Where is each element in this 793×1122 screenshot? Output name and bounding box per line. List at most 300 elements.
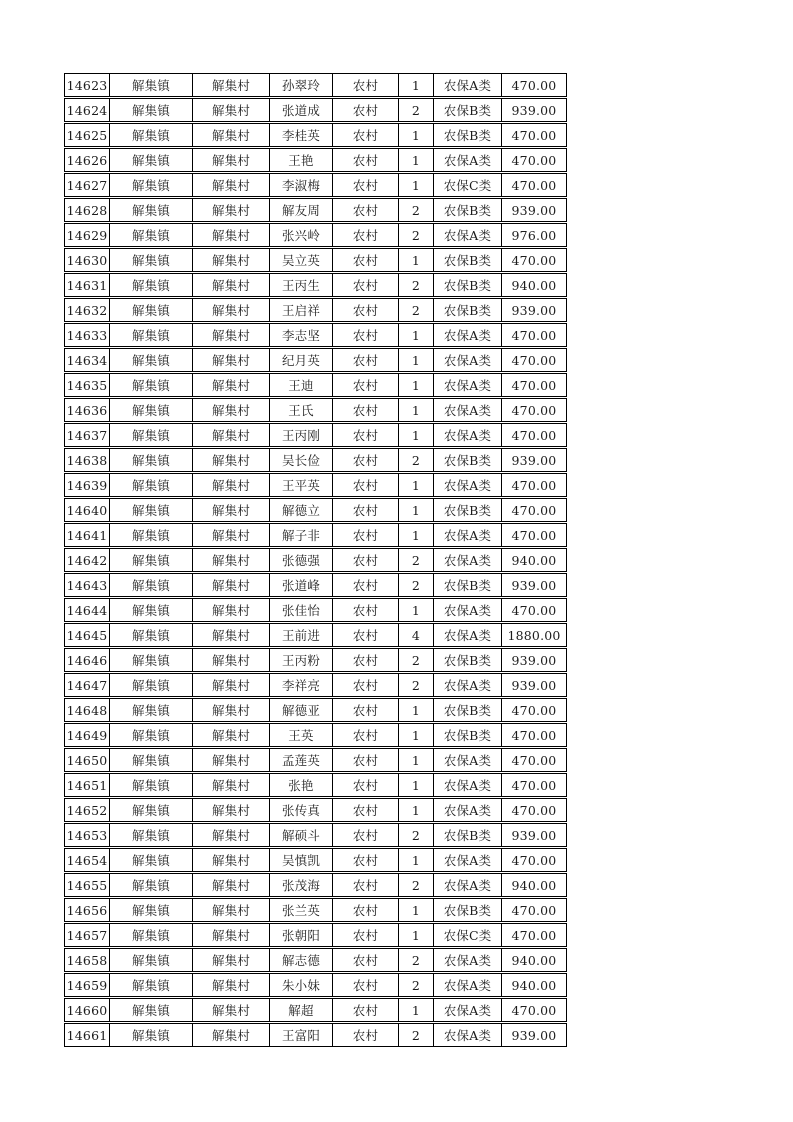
table-row	[64, 223, 567, 247]
cell-residence-type: 农村	[333, 649, 399, 671]
cell-person-count: 2	[399, 949, 434, 971]
cell-insurance-category: 农保A类	[434, 774, 502, 796]
cell-id: 14657	[65, 924, 110, 946]
cell-village: 解集村	[193, 499, 270, 521]
cell-person-count: 2	[399, 674, 434, 696]
cell-insurance-category: 农保B类	[434, 724, 502, 746]
cell-residence-type: 农村	[333, 99, 399, 121]
table-row	[64, 123, 567, 147]
cell-village: 解集村	[193, 299, 270, 321]
cell-residence-type: 农村	[333, 499, 399, 521]
cell-town: 解集镇	[110, 974, 193, 996]
cell-residence-type: 农村	[333, 299, 399, 321]
cell-amount: 939.00	[511, 452, 557, 468]
cell-village: 解集村	[193, 624, 270, 646]
table-row	[64, 773, 567, 797]
cell-name: 孟莲英	[270, 749, 333, 771]
cell-insurance-category: 农保A类	[434, 949, 502, 971]
cell-residence-type: 农村	[333, 724, 399, 746]
cell-residence-type: 农村	[333, 774, 399, 796]
cell-name: 解德亚	[270, 699, 333, 721]
cell-village: 解集村	[193, 574, 270, 596]
cell-id: 14649	[65, 724, 110, 746]
cell-amount: 939.00	[511, 302, 557, 318]
cell-person-count: 1	[399, 599, 434, 621]
cell-insurance-category: 农保B类	[434, 274, 502, 296]
cell-amount: 940.00	[511, 277, 557, 293]
cell-name: 解志德	[270, 949, 333, 971]
cell-insurance-category: 农保A类	[434, 324, 502, 346]
cell-name: 纪月英	[270, 349, 333, 371]
cell-name: 李桂英	[270, 124, 333, 146]
cell-amount: 939.00	[511, 577, 557, 593]
cell-residence-type: 农村	[333, 449, 399, 471]
cell-town: 解集镇	[110, 474, 193, 496]
cell-village: 解集村	[193, 949, 270, 971]
table-row	[64, 423, 567, 447]
cell-town: 解集镇	[110, 924, 193, 946]
cell-insurance-category: 农保A类	[434, 374, 502, 396]
cell-name: 李祥亮	[270, 674, 333, 696]
cell-residence-type: 农村	[333, 899, 399, 921]
table-row	[64, 448, 567, 472]
cell-amount: 470.00	[511, 77, 557, 93]
cell-insurance-category: 农保A类	[434, 524, 502, 546]
cell-village: 解集村	[193, 549, 270, 571]
cell-town: 解集镇	[110, 574, 193, 596]
cell-insurance-category: 农保A类	[434, 149, 502, 171]
cell-person-count: 1	[399, 324, 434, 346]
cell-town: 解集镇	[110, 674, 193, 696]
cell-id: 14637	[65, 424, 110, 446]
cell-town: 解集镇	[110, 249, 193, 271]
cell-id: 14639	[65, 474, 110, 496]
cell-residence-type: 农村	[333, 399, 399, 421]
table-row	[64, 173, 567, 197]
cell-village: 解集村	[193, 249, 270, 271]
cell-name: 王氏	[270, 399, 333, 421]
cell-town: 解集镇	[110, 374, 193, 396]
cell-insurance-category: 农保B类	[434, 649, 502, 671]
cell-name: 张道成	[270, 99, 333, 121]
cell-name: 李淑梅	[270, 174, 333, 196]
table-row	[64, 848, 567, 872]
cell-id: 14630	[65, 249, 110, 271]
cell-residence-type: 农村	[333, 224, 399, 246]
table-row	[64, 973, 567, 997]
cell-name: 张茂海	[270, 874, 333, 896]
cell-town: 解集镇	[110, 549, 193, 571]
table-row	[64, 98, 567, 122]
table-row	[64, 823, 567, 847]
cell-name: 吴长俭	[270, 449, 333, 471]
cell-residence-type: 农村	[333, 924, 399, 946]
cell-id: 14650	[65, 749, 110, 771]
cell-town: 解集镇	[110, 649, 193, 671]
cell-name: 王迪	[270, 374, 333, 396]
cell-amount: 470.00	[511, 352, 557, 368]
cell-name: 王丙刚	[270, 424, 333, 446]
cell-town: 解集镇	[110, 999, 193, 1021]
cell-person-count: 2	[399, 299, 434, 321]
cell-residence-type: 农村	[333, 624, 399, 646]
cell-residence-type: 农村	[333, 349, 399, 371]
cell-insurance-category: 农保A类	[434, 399, 502, 421]
cell-village: 解集村	[193, 724, 270, 746]
cell-amount: 470.00	[511, 252, 557, 268]
cell-village: 解集村	[193, 124, 270, 146]
cell-id: 14634	[65, 349, 110, 371]
table-row	[64, 373, 567, 397]
cell-village: 解集村	[193, 899, 270, 921]
cell-residence-type: 农村	[333, 199, 399, 221]
cell-village: 解集村	[193, 474, 270, 496]
cell-person-count: 2	[399, 224, 434, 246]
cell-town: 解集镇	[110, 699, 193, 721]
cell-town: 解集镇	[110, 324, 193, 346]
cell-person-count: 1	[399, 799, 434, 821]
cell-town: 解集镇	[110, 399, 193, 421]
cell-town: 解集镇	[110, 224, 193, 246]
cell-town: 解集镇	[110, 624, 193, 646]
table-row	[64, 798, 567, 822]
cell-residence-type: 农村	[333, 124, 399, 146]
table-row	[64, 748, 567, 772]
cell-person-count: 2	[399, 99, 434, 121]
cell-residence-type: 农村	[333, 824, 399, 846]
table-row	[64, 548, 567, 572]
cell-name: 张佳怡	[270, 599, 333, 621]
cell-id: 14644	[65, 599, 110, 621]
cell-insurance-category: 农保A类	[434, 624, 502, 646]
cell-town: 解集镇	[110, 174, 193, 196]
cell-name: 孙翠玲	[270, 74, 333, 96]
cell-village: 解集村	[193, 99, 270, 121]
cell-residence-type: 农村	[333, 524, 399, 546]
cell-person-count: 1	[399, 149, 434, 171]
cell-amount: 470.00	[511, 752, 557, 768]
cell-id: 14660	[65, 999, 110, 1021]
cell-amount: 940.00	[511, 977, 557, 993]
cell-amount: 470.00	[511, 427, 557, 443]
cell-amount: 470.00	[511, 502, 557, 518]
cell-town: 解集镇	[110, 299, 193, 321]
cell-name: 王富阳	[270, 1024, 333, 1046]
cell-id: 14629	[65, 224, 110, 246]
cell-town: 解集镇	[110, 349, 193, 371]
cell-insurance-category: 农保A类	[434, 424, 502, 446]
table-row	[64, 698, 567, 722]
table-row	[64, 998, 567, 1022]
cell-town: 解集镇	[110, 199, 193, 221]
cell-id: 14638	[65, 449, 110, 471]
cell-village: 解集村	[193, 199, 270, 221]
cell-insurance-category: 农保A类	[434, 974, 502, 996]
cell-name: 王启祥	[270, 299, 333, 321]
cell-name: 张兰英	[270, 899, 333, 921]
cell-amount: 940.00	[511, 877, 557, 893]
cell-village: 解集村	[193, 524, 270, 546]
cell-town: 解集镇	[110, 1024, 193, 1046]
cell-residence-type: 农村	[333, 549, 399, 571]
cell-town: 解集镇	[110, 749, 193, 771]
cell-village: 解集村	[193, 799, 270, 821]
table-row	[64, 148, 567, 172]
cell-town: 解集镇	[110, 724, 193, 746]
cell-insurance-category: 农保B类	[434, 199, 502, 221]
cell-person-count: 1	[399, 899, 434, 921]
table-row	[64, 73, 567, 97]
cell-id: 14654	[65, 849, 110, 871]
cell-id: 14642	[65, 549, 110, 571]
cell-residence-type: 农村	[333, 474, 399, 496]
cell-insurance-category: 农保B类	[434, 499, 502, 521]
cell-amount: 470.00	[511, 152, 557, 168]
cell-residence-type: 农村	[333, 174, 399, 196]
cell-residence-type: 农村	[333, 74, 399, 96]
cell-person-count: 2	[399, 274, 434, 296]
cell-name: 李志坚	[270, 324, 333, 346]
cell-id: 14636	[65, 399, 110, 421]
cell-village: 解集村	[193, 449, 270, 471]
cell-name: 张德强	[270, 549, 333, 571]
cell-residence-type: 农村	[333, 974, 399, 996]
cell-amount: 939.00	[511, 652, 557, 668]
cell-insurance-category: 农保A类	[434, 849, 502, 871]
table-row	[64, 473, 567, 497]
cell-village: 解集村	[193, 749, 270, 771]
cell-id: 14658	[65, 949, 110, 971]
cell-person-count: 4	[399, 624, 434, 646]
cell-insurance-category: 农保B类	[434, 124, 502, 146]
cell-person-count: 1	[399, 849, 434, 871]
cell-insurance-category: 农保B类	[434, 574, 502, 596]
table-row	[64, 923, 567, 947]
cell-residence-type: 农村	[333, 374, 399, 396]
cell-insurance-category: 农保A类	[434, 799, 502, 821]
cell-insurance-category: 农保A类	[434, 749, 502, 771]
cell-insurance-category: 农保B类	[434, 299, 502, 321]
cell-village: 解集村	[193, 149, 270, 171]
cell-person-count: 1	[399, 499, 434, 521]
table-row	[64, 198, 567, 222]
cell-person-count: 2	[399, 449, 434, 471]
cell-insurance-category: 农保C类	[434, 924, 502, 946]
cell-person-count: 1	[399, 399, 434, 421]
cell-id: 14655	[65, 874, 110, 896]
cell-insurance-category: 农保A类	[434, 549, 502, 571]
cell-amount: 939.00	[511, 102, 557, 118]
cell-town: 解集镇	[110, 99, 193, 121]
cell-town: 解集镇	[110, 849, 193, 871]
cell-name: 吴慎凯	[270, 849, 333, 871]
cell-insurance-category: 农保A类	[434, 349, 502, 371]
cell-person-count: 2	[399, 199, 434, 221]
cell-person-count: 1	[399, 999, 434, 1021]
table-row	[64, 398, 567, 422]
cell-insurance-category: 农保B类	[434, 449, 502, 471]
cell-amount: 939.00	[511, 827, 557, 843]
cell-name: 王平英	[270, 474, 333, 496]
cell-person-count: 2	[399, 974, 434, 996]
cell-id: 14648	[65, 699, 110, 721]
cell-town: 解集镇	[110, 949, 193, 971]
table-row	[64, 323, 567, 347]
table-row	[64, 598, 567, 622]
cell-name: 张传真	[270, 799, 333, 821]
cell-id: 14656	[65, 899, 110, 921]
table-row	[64, 348, 567, 372]
cell-insurance-category: 农保A类	[434, 1024, 502, 1046]
cell-town: 解集镇	[110, 149, 193, 171]
cell-insurance-category: 农保A类	[434, 874, 502, 896]
cell-amount: 470.00	[511, 177, 557, 193]
table-row	[64, 898, 567, 922]
cell-name: 朱小妹	[270, 974, 333, 996]
cell-id: 14628	[65, 199, 110, 221]
table-row	[64, 573, 567, 597]
cell-town: 解集镇	[110, 274, 193, 296]
cell-name: 王丙生	[270, 274, 333, 296]
cell-amount: 470.00	[511, 402, 557, 418]
cell-town: 解集镇	[110, 449, 193, 471]
cell-insurance-category: 农保A类	[434, 224, 502, 246]
cell-name: 王前进	[270, 624, 333, 646]
cell-village: 解集村	[193, 999, 270, 1021]
cell-amount: 470.00	[511, 127, 557, 143]
cell-insurance-category: 农保A类	[434, 599, 502, 621]
cell-amount: 470.00	[511, 902, 557, 918]
cell-amount: 470.00	[511, 702, 557, 718]
cell-name: 吴立英	[270, 249, 333, 271]
table-row	[64, 523, 567, 547]
cell-insurance-category: 农保A类	[434, 674, 502, 696]
cell-town: 解集镇	[110, 899, 193, 921]
cell-residence-type: 农村	[333, 799, 399, 821]
cell-town: 解集镇	[110, 74, 193, 96]
cell-person-count: 2	[399, 874, 434, 896]
cell-amount: 470.00	[511, 802, 557, 818]
cell-amount: 470.00	[511, 927, 557, 943]
cell-residence-type: 农村	[333, 599, 399, 621]
cell-village: 解集村	[193, 774, 270, 796]
cell-residence-type: 农村	[333, 874, 399, 896]
cell-amount: 470.00	[511, 602, 557, 618]
cell-person-count: 1	[399, 349, 434, 371]
table-row	[64, 248, 567, 272]
cell-insurance-category: 农保B类	[434, 249, 502, 271]
cell-amount: 1880.00	[507, 627, 561, 643]
cell-village: 解集村	[193, 924, 270, 946]
cell-town: 解集镇	[110, 874, 193, 896]
table-row	[64, 623, 567, 647]
cell-id: 14624	[65, 99, 110, 121]
cell-name: 解德立	[270, 499, 333, 521]
cell-name: 解超	[270, 999, 333, 1021]
cell-person-count: 1	[399, 424, 434, 446]
benefits-table	[64, 73, 567, 1048]
cell-village: 解集村	[193, 699, 270, 721]
cell-insurance-category: 农保B类	[434, 899, 502, 921]
cell-amount: 940.00	[511, 952, 557, 968]
cell-person-count: 1	[399, 699, 434, 721]
cell-town: 解集镇	[110, 124, 193, 146]
cell-id: 14653	[65, 824, 110, 846]
cell-residence-type: 农村	[333, 274, 399, 296]
table-row	[64, 648, 567, 672]
cell-amount: 470.00	[511, 477, 557, 493]
cell-name: 王英	[270, 724, 333, 746]
cell-residence-type: 农村	[333, 249, 399, 271]
cell-person-count: 1	[399, 374, 434, 396]
cell-village: 解集村	[193, 974, 270, 996]
cell-id: 14643	[65, 574, 110, 596]
cell-id: 14647	[65, 674, 110, 696]
table-row	[64, 948, 567, 972]
table-row	[64, 298, 567, 322]
cell-insurance-category: 农保B类	[434, 99, 502, 121]
cell-amount: 976.00	[511, 227, 557, 243]
cell-amount: 470.00	[511, 1002, 557, 1018]
cell-id: 14645	[65, 624, 110, 646]
cell-id: 14659	[65, 974, 110, 996]
cell-person-count: 2	[399, 574, 434, 596]
cell-name: 张道峰	[270, 574, 333, 596]
cell-village: 解集村	[193, 174, 270, 196]
cell-insurance-category: 农保A类	[434, 999, 502, 1021]
cell-town: 解集镇	[110, 524, 193, 546]
cell-village: 解集村	[193, 349, 270, 371]
cell-person-count: 2	[399, 1024, 434, 1046]
cell-insurance-category: 农保C类	[434, 174, 502, 196]
table-row	[64, 873, 567, 897]
cell-id: 14623	[65, 74, 110, 96]
cell-id: 14651	[65, 774, 110, 796]
cell-person-count: 2	[399, 649, 434, 671]
cell-id: 14641	[65, 524, 110, 546]
cell-id: 14631	[65, 274, 110, 296]
cell-name: 王艳	[270, 149, 333, 171]
cell-town: 解集镇	[110, 424, 193, 446]
cell-id: 14633	[65, 324, 110, 346]
cell-insurance-category: 农保A类	[434, 474, 502, 496]
cell-name: 王丙粉	[270, 649, 333, 671]
cell-person-count: 1	[399, 524, 434, 546]
cell-amount: 470.00	[511, 727, 557, 743]
cell-id: 14627	[65, 174, 110, 196]
cell-insurance-category: 农保B类	[434, 699, 502, 721]
cell-person-count: 1	[399, 174, 434, 196]
cell-insurance-category: 农保A类	[434, 74, 502, 96]
cell-id: 14652	[65, 799, 110, 821]
cell-amount: 939.00	[511, 202, 557, 218]
cell-town: 解集镇	[110, 799, 193, 821]
cell-amount: 940.00	[511, 552, 557, 568]
cell-residence-type: 农村	[333, 699, 399, 721]
cell-amount: 470.00	[511, 327, 557, 343]
cell-id: 14646	[65, 649, 110, 671]
cell-person-count: 1	[399, 249, 434, 271]
table-row	[64, 498, 567, 522]
cell-person-count: 1	[399, 74, 434, 96]
cell-id: 14640	[65, 499, 110, 521]
cell-town: 解集镇	[110, 824, 193, 846]
cell-person-count: 2	[399, 824, 434, 846]
cell-amount: 470.00	[511, 852, 557, 868]
cell-residence-type: 农村	[333, 999, 399, 1021]
cell-name: 解友周	[270, 199, 333, 221]
cell-town: 解集镇	[110, 499, 193, 521]
